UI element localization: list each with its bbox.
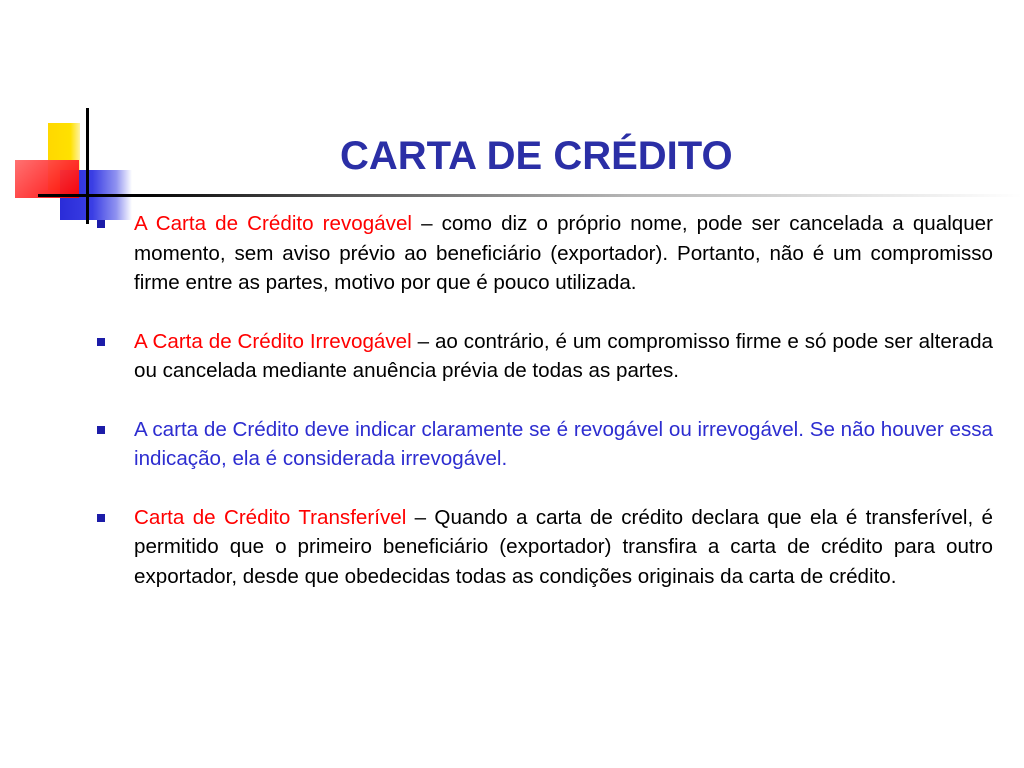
- slide-title: CARTA DE CRÉDITO: [340, 134, 733, 178]
- bullet-text: – como diz o próprio nome, pode ser cancelada a qualquer momento, sem aviso prévio ao beneficiário (exportador). Portanto, não é um compromisso firme entre as partes, motivo por que é pouco utilizada.: [134, 212, 993, 294]
- bullet-text: A carta de Crédito deve indicar claramente se é revogável ou irrevogável. Se não houver essa indicação, ela é considerada irrevogável.: [134, 417, 993, 470]
- logo-red-square: [15, 160, 79, 198]
- bullet-item-revogavel: [97, 209, 993, 298]
- bullet-highlight: A Carta de Crédito Irrevogável: [134, 329, 412, 353]
- bullet-text: – ao contrário, é um compromisso firme e só pode ser alterada ou cancelada mediante anuência prévia de todas as partes.: [134, 329, 993, 382]
- square-bullet-icon: [97, 220, 105, 228]
- logo-vertical-line: [86, 108, 89, 224]
- square-bullet-icon: [97, 514, 105, 522]
- bullet-text: – Quando a carta de crédito declara que ela é transferível, é permitido que o primeiro beneficiário (exportador) transfira a carta de crédito para outro exportador, desde que obedecidas todas as condições originais da carta de crédito.: [134, 505, 993, 588]
- bullet-item-irrevogavel: [97, 327, 993, 386]
- decorative-squares-logo: [0, 0, 170, 240]
- square-bullet-icon: [97, 338, 105, 346]
- bullet-list: [97, 209, 993, 620]
- bullet-item-transferivel: [97, 503, 993, 592]
- bullet-highlight: A Carta de Crédito revogável: [134, 212, 412, 235]
- square-bullet-icon: [97, 426, 105, 434]
- bullet-highlight: Carta de Crédito Transferível: [134, 505, 407, 529]
- title-underline-rule: [38, 194, 1022, 197]
- bullet-item-indicacao: [97, 415, 993, 474]
